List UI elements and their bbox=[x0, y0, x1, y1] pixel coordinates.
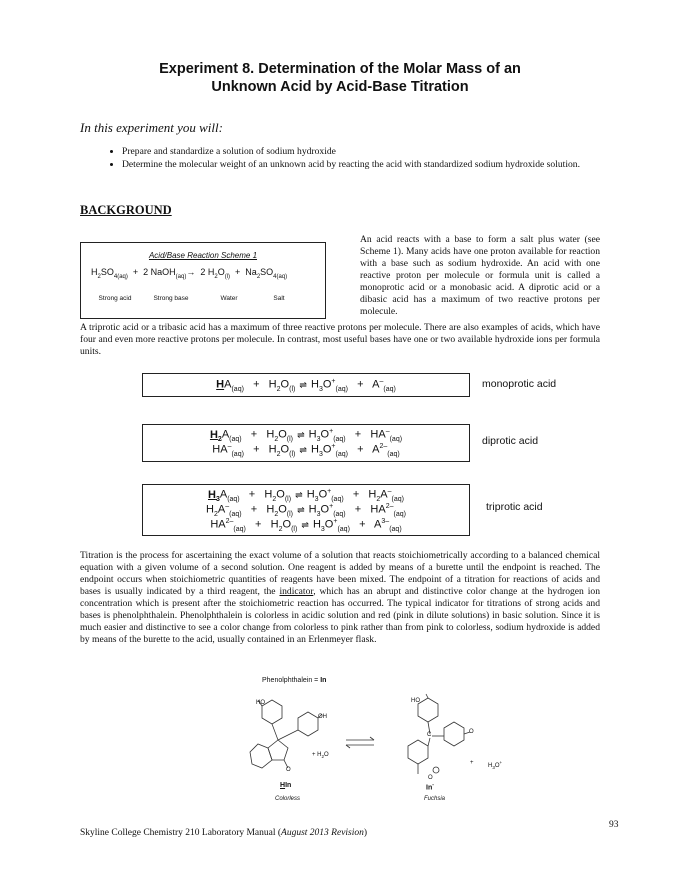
scheme-title: Acid/Base Reaction Scheme 1 bbox=[148, 251, 258, 260]
indicator-term: indicator bbox=[279, 586, 314, 597]
footer: Skyline College Chemistry 210 Laboratory Manual (August 2013 Revision) bbox=[80, 828, 368, 838]
titration-text-pre: Titration is the process for ascertaining the exact volume of a solution that reacts stoichiometrically according to a balanced chemical equation with a given volume of a second solution. One reagent is added by means of a burette until the endpoint is reached. The endpoint occurs when stoichiometric quantities of reagents have been mixed. The endpoint of a titration for reactions of acids and bases is usually indicated by a third reagent, the bbox=[80, 550, 600, 597]
objectives-list bbox=[80, 146, 622, 172]
triprotic-equation-box bbox=[142, 484, 470, 536]
title-line-2: Unknown Acid by Acid-Base Titration bbox=[211, 79, 469, 95]
phenolphthalein-abbrev: In bbox=[320, 677, 327, 684]
label-strong-base: Strong base bbox=[153, 295, 189, 302]
diprotic-equation-2: $HA^-_{(aq)} + H_2O_{(l)}$ ⇌ $H_3O^+_{(aq)} + A^{2-}_{(aq)}$ bbox=[212, 443, 400, 458]
hin-bond-b bbox=[278, 730, 298, 740]
reaction-scheme-box bbox=[80, 242, 326, 319]
footer-revision: August 2013 Revision bbox=[281, 828, 364, 838]
equilibrium-arrowhead-forward bbox=[370, 737, 374, 740]
titration-paragraph bbox=[80, 550, 600, 646]
hin-o-label: O bbox=[286, 767, 291, 773]
page-title bbox=[0, 60, 680, 96]
in-oh-bond bbox=[426, 694, 428, 698]
diprotic-label: diprotic acid bbox=[482, 435, 539, 447]
title-line-1: Experiment 8. Determination of the Molar Mass of an bbox=[159, 61, 521, 77]
triprotic-label: triprotic acid bbox=[486, 501, 543, 513]
in-phenol-ring bbox=[418, 698, 438, 722]
plus-sign: + bbox=[470, 760, 474, 766]
label-salt: Salt bbox=[273, 295, 285, 302]
background-paragraph-full: A triprotic acid or a tribasic acid has a maximum of three reactive protons per molecule. There are also examples of acids, which have four and even more reactive protons per molecule. In contrast, most useful bases have one or two available hydroxide ions per formula units. bbox=[80, 322, 600, 357]
label-strong-acid: Strong acid bbox=[98, 295, 132, 302]
titration-text-post: , which has an abrupt and distinctive color change at the hydrogen ion concentration which is present after the stoichiometric reaction has occurred. The typical indicator for titrations of strong acids and bases is phenolphthalein. Phenolphthalein is colorless in acidic solution and red (pink in dilute solutions) in basic solution. Since it is much easier and distinctive to see a color change from colorless to pink rather than from pink to colorless, sodium hydroxide is added by means of the burette to the acid, usually contained in an Erlenmeyer flask. bbox=[80, 586, 600, 645]
label-water: Water bbox=[220, 295, 238, 302]
hin-phenol-ring-2 bbox=[298, 712, 318, 736]
triprotic-equation-2: $H_2A^-_{(aq)} + H_2O_{(l)}$ ⇌ $H_3O^+_{(aq)} + HA^{2-}_{(aq)}$ bbox=[206, 503, 406, 518]
triprotic-equation-1: $H_3A_{(aq)} + H_2O_{(l)}$ ⇌ $H_3O^+_{(aq)} + H_2A^-_{(aq)}$ bbox=[207, 488, 404, 503]
hin-bond-a bbox=[272, 724, 278, 740]
in-name: In- bbox=[426, 782, 434, 792]
in-carbonyl-o-label: O bbox=[469, 729, 474, 735]
diprotic-equation-1: $H_2A_{(aq)} + H_2O_{(l)}$ ⇌ $H_3O^+_{(aq)} + HA^-_{(aq)}$ bbox=[209, 428, 403, 443]
in-state: Fuchsia bbox=[424, 796, 446, 802]
plus-water-label: + $H_2O$ bbox=[312, 752, 329, 760]
triprotic-equation-3: $HA^{2-}_{(aq)} + H_2O_{(l)}$ ⇌ $H_3O^+_{(aq)} + A^{3-}_{(aq)}$ bbox=[210, 518, 402, 533]
monoprotic-label: monoprotic acid bbox=[482, 378, 557, 390]
phenolphthalein-title: Phenolphthalein = In bbox=[262, 677, 327, 684]
in-benzoate-ring bbox=[408, 740, 428, 764]
background-heading: BACKGROUND bbox=[80, 203, 172, 217]
scheme-equation: $H_2SO_{4(aq)} + 2$ NaOH$_{(aq)}$→ 2 $H_2O_{(l)} + Na_2SO_{4(aq)}$ bbox=[91, 267, 288, 280]
in-ho-label: HO bbox=[411, 698, 420, 704]
hin-ho-label: HO bbox=[256, 700, 265, 706]
objective-item: • Determine the molecular weight of an unknown acid by reacting the acid with standardized sodium hydroxide solution. bbox=[122, 159, 622, 171]
in-c-label: C bbox=[427, 732, 432, 738]
objective-item: • Prepare and standardize a solution of sodium hydroxide bbox=[122, 146, 622, 158]
phenolphthalein-structures bbox=[248, 690, 528, 794]
monoprotic-equation: $HA_{(aq)} + H_2O_{(l)}$ ⇌ $H_3O^+_{(aq)} + A^-_{(aq)}$ bbox=[216, 378, 396, 393]
hin-oh-label: OH bbox=[318, 714, 327, 720]
in-quinoid-ring bbox=[444, 722, 464, 746]
hin-phenol-ring-1 bbox=[262, 700, 282, 724]
hydronium-label: $H_3O^+$ bbox=[488, 760, 503, 771]
diprotic-equation-box bbox=[142, 424, 470, 462]
hin-state: Colorless bbox=[275, 796, 301, 802]
monoprotic-equation-box bbox=[142, 373, 470, 397]
in-bond-b bbox=[428, 738, 430, 746]
equilibrium-arrowhead-reverse bbox=[346, 745, 350, 748]
hin-name: HIn bbox=[280, 782, 292, 789]
in-negative-charge bbox=[433, 767, 439, 773]
intro-text: In this experiment you will: bbox=[80, 120, 223, 135]
background-paragraph-side: An acid reacts with a base to form a salt plus water (see Scheme 1). Many acids have one proton available for reaction with a base such as sodium hydroxide. An acid with one reactive proton per molecule or formula unit is called a monoprotic acid or a monobasic acid. A diprotic acid or a dibasic acid has a maximum of two reactive protons per molecule. bbox=[360, 234, 600, 317]
page-number: 93 bbox=[609, 820, 619, 830]
in-carboxylate-o-label: O bbox=[428, 775, 433, 781]
